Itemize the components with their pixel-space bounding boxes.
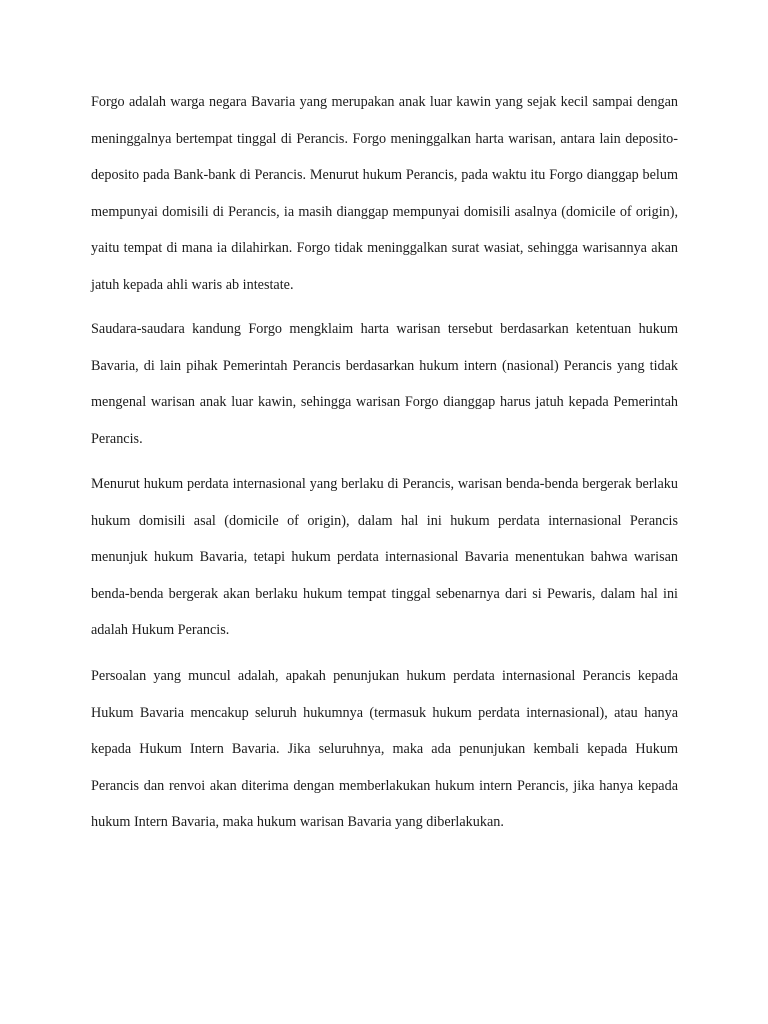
paragraph-renvoi-question: Persoalan yang muncul adalah, apakah penunjukan hukum perdata internasional Perancis kepada Hukum Bavaria mencakup seluruh hukumnya (termasuk hukum perdata internasional), atau hanya kepada Hukum Intern Bavaria. Jika seluruhnya, maka ada penunjukan kembali kepada Hukum Perancis dan renvoi akan diterima dengan memberlakukan hukum intern Perancis, jika hanya kepada hukum Intern Bavaria, maka hukum warisan Bavaria yang diberlakukan.	[91, 668, 678, 831]
paragraph-forgo-background: Forgo adalah warga negara Bavaria yang merupakan anak luar kawin yang sejak kecil sampai dengan meninggalnya bertempat tinggal di Perancis. Forgo meninggalkan harta warisan, antara lain deposito-deposito pada Bank-bank di Perancis. Menurut hukum Perancis, pada waktu itu Forgo dianggap belum mempunyai domisili di Perancis, ia masih dianggap mempunyai domisili asalnya (domicile of origin), yaitu tempat di mana ia dilahirkan. Forgo tidak meninggalkan surat wasiat, sehingga warisannya akan jatuh kepada ahli waris ab intestate.	[91, 94, 678, 293]
paragraph-inheritance-claim: Saudara-saudara kandung Forgo mengklaim harta warisan tersebut berdasarkan ketentuan hukum Bavaria, di lain pihak Pemerintah Perancis berdasarkan hukum intern (nasional) Perancis yang tidak mengenal warisan anak luar kawin, sehingga warisan Forgo dianggap harus jatuh kepada Pemerintah Perancis.	[91, 321, 678, 447]
paragraph-private-international-law: Menurut hukum perdata internasional yang berlaku di Perancis, warisan benda-benda bergerak berlaku hukum domisili asal (domicile of origin), dalam hal ini hukum perdata internasional Perancis menunjuk hukum Bavaria, tetapi hukum perdata internasional Bavaria menentukan bahwa warisan benda-benda bergerak akan berlaku hukum tempat tinggal sebenarnya dari si Pewaris, dalam hal ini adalah Hukum Perancis.	[91, 476, 678, 639]
